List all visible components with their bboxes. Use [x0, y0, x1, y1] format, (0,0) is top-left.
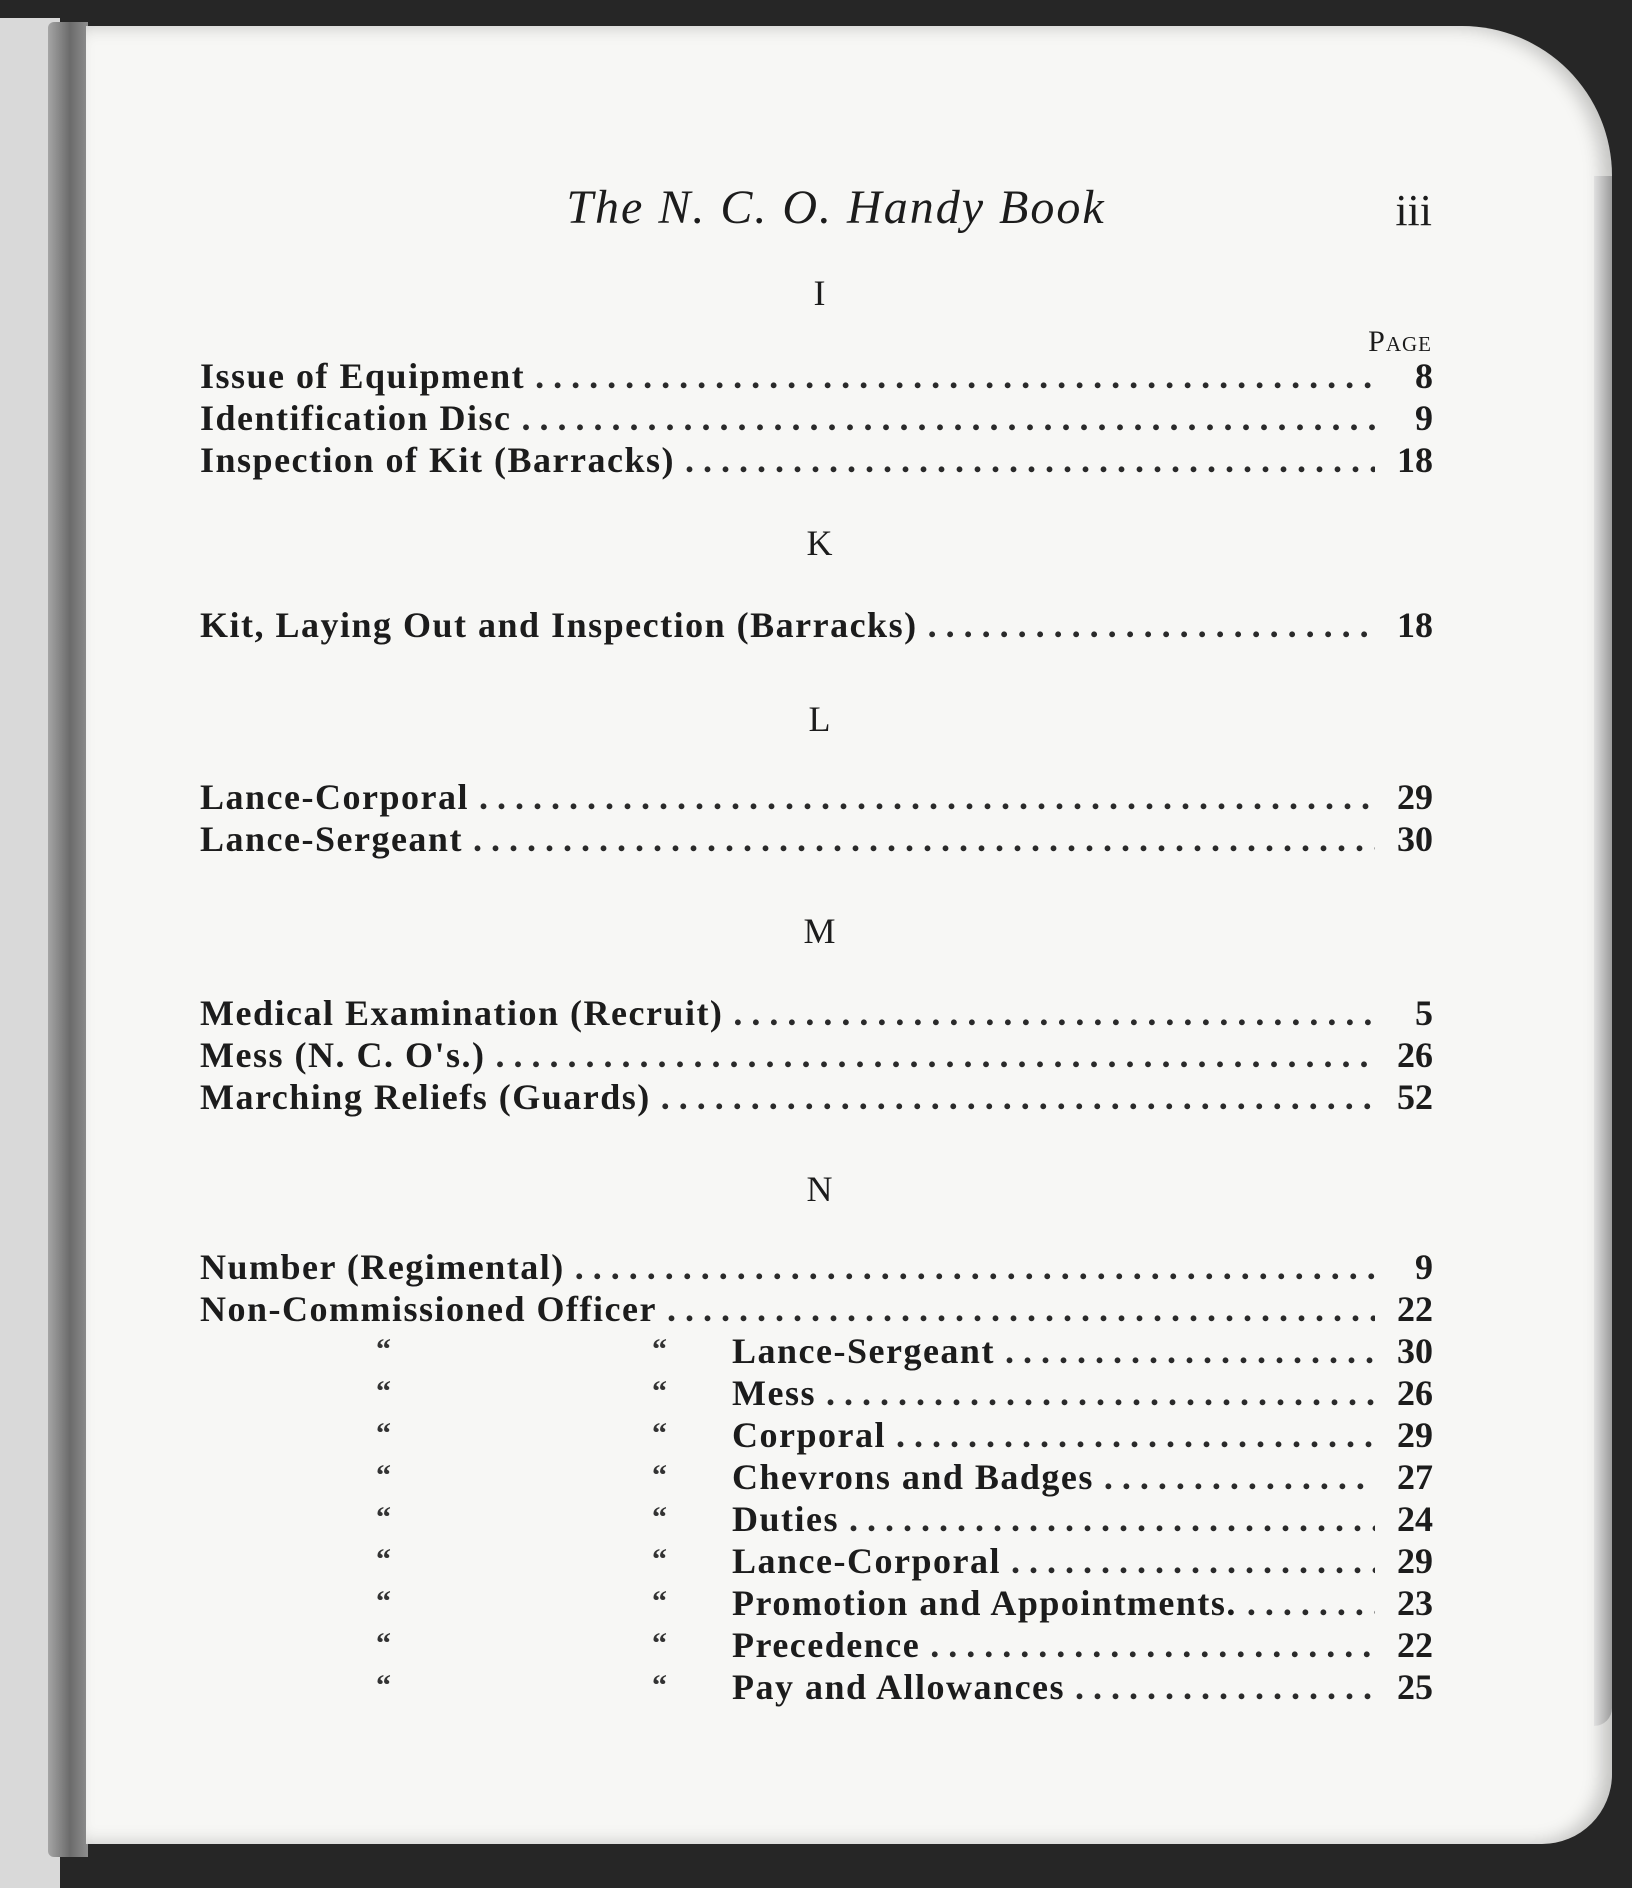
index-sub-entry — [732, 1330, 1433, 1372]
ditto-mark: “ — [376, 1501, 391, 1534]
entry-text: Medical Examination (Recruit) — [200, 993, 724, 1033]
ditto-mark: “ — [652, 1333, 667, 1366]
entry-text: Marching Reliefs (Guards) — [200, 1077, 651, 1117]
ditto-mark: “ — [652, 1669, 667, 1702]
dot-leader — [685, 439, 1375, 481]
dot-leader — [667, 1288, 1375, 1330]
ditto-mark: “ — [652, 1501, 667, 1534]
dot-leader — [1247, 1582, 1375, 1624]
entry-text: Inspection of Kit (Barracks) — [200, 440, 675, 480]
ditto-mark: “ — [652, 1375, 667, 1408]
index-entry — [200, 604, 1433, 646]
entry-text: Identification Disc — [200, 398, 512, 438]
dot-leader — [535, 355, 1375, 397]
running-title: The N. C. O. Handy Book — [566, 181, 1106, 234]
entry-page: 29 — [1397, 1415, 1433, 1455]
dot-leader — [522, 397, 1376, 439]
entry-text: Number (Regimental) — [200, 1247, 565, 1287]
section-letter-m: M — [803, 911, 837, 951]
page-edge-shadow — [1594, 176, 1612, 1726]
dot-leader — [479, 776, 1375, 818]
page-number: iii — [1395, 186, 1432, 235]
entry-page: 27 — [1397, 1457, 1433, 1497]
entry-text: Corporal — [732, 1415, 886, 1455]
index-entry — [200, 1034, 1433, 1076]
dot-leader — [575, 1246, 1375, 1288]
entry-page: 29 — [1397, 1541, 1433, 1581]
index-entry — [200, 776, 1433, 818]
ditto-mark: “ — [652, 1459, 667, 1492]
dot-leader — [661, 1076, 1375, 1118]
entry-page: 30 — [1397, 819, 1433, 859]
index-entry — [200, 1288, 1433, 1330]
ditto-mark: “ — [376, 1543, 391, 1576]
dot-leader — [1011, 1540, 1375, 1582]
entry-page: 8 — [1415, 356, 1433, 396]
ditto-mark: “ — [376, 1459, 391, 1492]
ditto-mark: “ — [376, 1375, 391, 1408]
entry-text: Kit, Laying Out and Inspection (Barracks) — [200, 605, 918, 645]
section-letter-n: N — [806, 1169, 834, 1209]
index-sub-entry — [732, 1582, 1433, 1624]
entry-text: Promotion and Appointments. — [732, 1583, 1237, 1623]
index-entry — [200, 1076, 1433, 1118]
entry-page: 29 — [1397, 777, 1433, 817]
index-sub-entry — [732, 1414, 1433, 1456]
index-sub-entry — [732, 1498, 1433, 1540]
entry-page: 23 — [1397, 1583, 1433, 1623]
entry-text: Issue of Equipment — [200, 356, 526, 396]
ditto-mark: “ — [376, 1669, 391, 1702]
ditto-mark: “ — [376, 1333, 391, 1366]
entry-text: Lance-Corporal — [200, 777, 469, 817]
dot-leader — [826, 1372, 1375, 1414]
entry-text: Mess (N. C. O's.) — [200, 1035, 486, 1075]
entry-text: Precedence — [732, 1625, 921, 1665]
entry-page: 26 — [1397, 1035, 1433, 1075]
index-sub-entry — [732, 1456, 1433, 1498]
ditto-mark: “ — [652, 1543, 667, 1576]
dot-leader — [1104, 1456, 1375, 1498]
dot-leader — [733, 992, 1375, 1034]
dot-leader — [1005, 1330, 1375, 1372]
entry-text: Non-Commissioned Officer — [200, 1289, 657, 1329]
entry-page: 30 — [1397, 1331, 1433, 1371]
entry-text: Mess — [732, 1373, 816, 1413]
dot-leader — [473, 818, 1375, 860]
section-letter-k: K — [806, 523, 834, 563]
index-sub-entry — [732, 1666, 1433, 1708]
index-entry — [200, 818, 1433, 860]
ditto-mark: “ — [652, 1627, 667, 1660]
dot-leader — [930, 1624, 1375, 1666]
ditto-mark: “ — [376, 1627, 391, 1660]
dot-leader — [1075, 1666, 1375, 1708]
index-entry — [200, 992, 1433, 1034]
entry-page: 22 — [1397, 1625, 1433, 1665]
entry-page: 24 — [1397, 1499, 1433, 1539]
book-gutter — [48, 22, 88, 1857]
entry-page: 25 — [1397, 1667, 1433, 1707]
entry-text: Pay and Allowances — [732, 1667, 1066, 1707]
entry-page: 5 — [1415, 993, 1433, 1033]
ditto-mark: “ — [376, 1417, 391, 1450]
index-entry — [200, 397, 1433, 439]
dot-leader — [896, 1414, 1375, 1456]
entry-text: Chevrons and Badges — [732, 1457, 1094, 1497]
entry-page: 18 — [1397, 605, 1433, 645]
dot-leader — [849, 1498, 1375, 1540]
entry-text: Lance-Sergeant — [732, 1331, 995, 1371]
index-entry — [200, 439, 1433, 481]
index-sub-entry — [732, 1624, 1433, 1666]
index-sub-entry — [732, 1372, 1433, 1414]
section-letter-i: I — [813, 273, 827, 313]
section-letter-l: L — [808, 699, 832, 739]
ditto-mark: “ — [376, 1585, 391, 1618]
ditto-mark: “ — [652, 1585, 667, 1618]
entry-text: Duties — [732, 1499, 839, 1539]
index-sub-entry — [732, 1540, 1433, 1582]
page-column-heading: Page — [1368, 325, 1432, 358]
entry-page: 52 — [1397, 1077, 1433, 1117]
dot-leader — [495, 1034, 1375, 1076]
entry-page: 18 — [1397, 440, 1433, 480]
dot-leader — [928, 604, 1375, 646]
ditto-mark: “ — [652, 1417, 667, 1450]
entry-page: 9 — [1415, 1247, 1433, 1287]
entry-text: Lance-Corporal — [732, 1541, 1001, 1581]
entry-text: Lance-Sergeant — [200, 819, 463, 859]
entry-page: 9 — [1415, 398, 1433, 438]
entry-page: 26 — [1397, 1373, 1433, 1413]
entry-page: 22 — [1397, 1289, 1433, 1329]
index-entry — [200, 1246, 1433, 1288]
index-entry — [200, 355, 1433, 397]
